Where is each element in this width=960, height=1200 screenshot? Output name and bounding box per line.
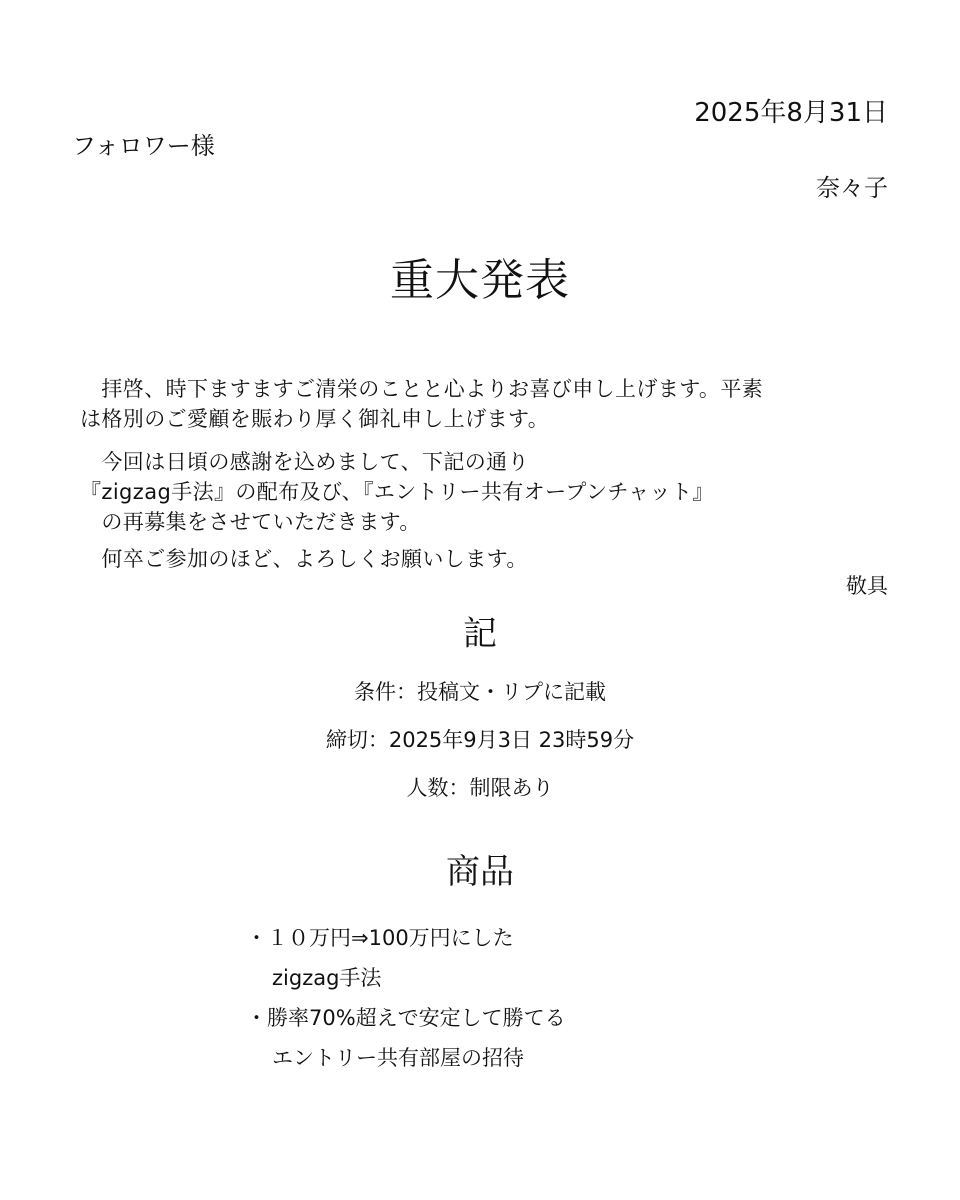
greeting-paragraph (80, 374, 763, 434)
product-item-title: ・勝率70%超えで安定して勝てる (246, 1006, 566, 1030)
product-item-detail: エントリー共有部屋の招待 (272, 1046, 524, 1070)
closing-word: 敬具 (846, 574, 888, 598)
product-list (246, 918, 566, 1078)
sender-name: 奈々子 (816, 174, 888, 202)
capacity-line: 人数：制限あり (406, 776, 554, 800)
condition-line: 条件：投稿文・リプに記載 (354, 680, 606, 704)
greeting-line-1: 拝啓、時下ますますご清栄のことと心よりお喜び申し上げます。平素 (80, 377, 764, 401)
announcement-line-1: 今回は日頃の感謝を込めまして、下記の通り (80, 450, 529, 474)
announcement-line-2: 『zigzag手法』の配布及び、『エントリー共有オープンチャット』 (80, 480, 714, 504)
product-item-detail: zigzag手法 (272, 966, 382, 990)
product-item-title: ・１０万円⇒100万円にした (246, 926, 514, 950)
announcement-title: 重大発表 (390, 255, 570, 306)
deadline-line: 締切：2025年9月3日 23時59分 (325, 728, 635, 752)
products-heading: 商品 (446, 852, 514, 892)
notice-heading: 記 (463, 614, 497, 654)
request-paragraph: 何卒ご参加のほど、よろしくお願いします。 (80, 547, 528, 571)
announcement-line-3: の再募集をさせていただきます。 (80, 510, 421, 534)
letter-date: 2025年8月31日 (694, 98, 888, 128)
greeting-line-2: は格別のご愛顧を賑わり厚く御礼申し上げます。 (80, 407, 550, 431)
recipient-name: フォロワー様 (72, 132, 215, 160)
announcement-paragraph (80, 447, 714, 537)
product-item (246, 998, 566, 1078)
product-item (246, 918, 566, 998)
